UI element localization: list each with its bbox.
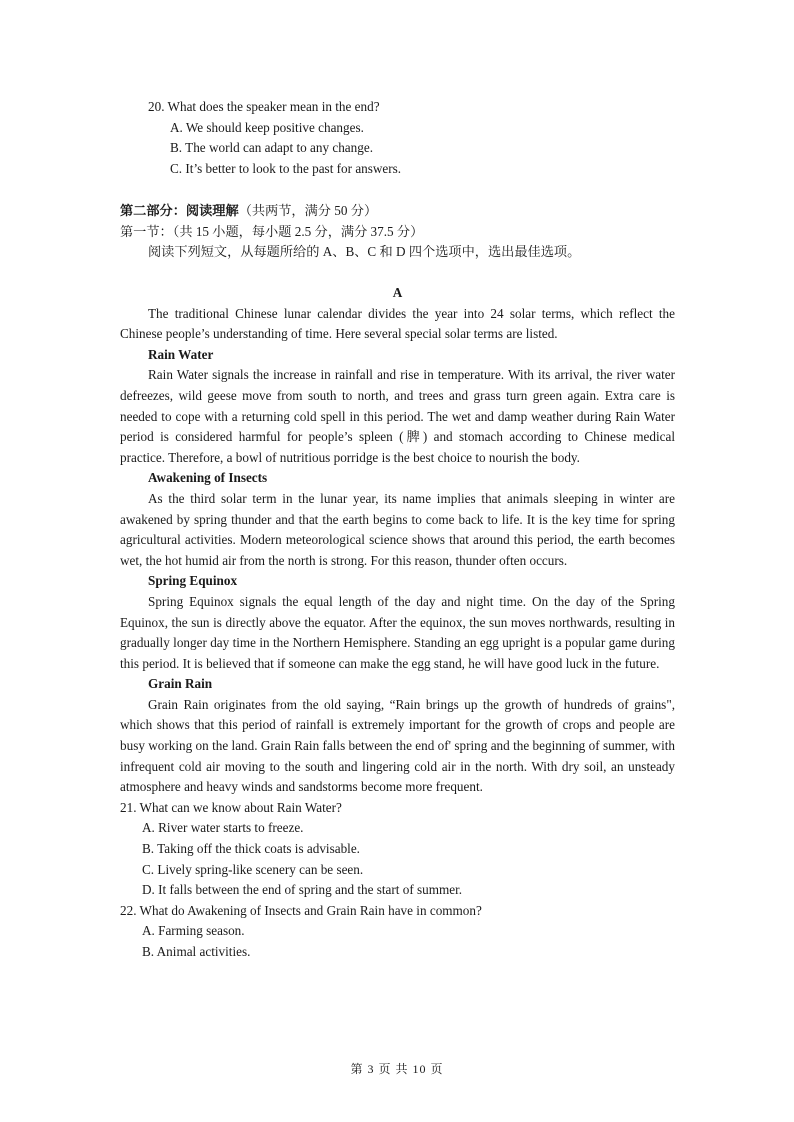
question-22: [120, 901, 675, 963]
question-21: [120, 798, 675, 901]
part2-title-bold: 第二部分：阅读理解: [120, 203, 239, 218]
spring-equinox-section: [120, 592, 675, 674]
option-b: B. Taking off the thick coats is advisable.: [142, 841, 360, 857]
passage-a: [120, 283, 675, 963]
grain-rain-paragraph: Grain Rain originates from the old saying, “Rain brings up the growth of hundreds of grains", which shows that this period of rainfall is extremely important for the growth of crops and people are busy working on the land. Grain Rain falls between the end of' spring and the beginning of summer, with infrequent cold air moving to the south and lingering cold air in the north. With dry soil, an unsteady atmosphere and heavy winds and sandstorms become more frequent.: [120, 696, 675, 795]
option-d: D. It falls between the end of spring and the start of summer.: [142, 882, 463, 898]
question-stem: 22. What do Awakening of Insects and Grain Rain have in common?: [120, 902, 482, 918]
question-stem: 20. What does the speaker mean in the end?: [148, 99, 380, 114]
rain-water-paragraph: Rain Water signals the increase in rainfall and rise in temperature. With its arrival, the river water defreezes, wild geese move from south to north, and trees and grass turn green again. Extra care is needed to cope with a returning cold spell in this period. The wet and damp weather during Rain Water period is considered harmful for people’s spleen (脾) and stomach according to Chinese medical practice. Therefore, a bowl of nutritious porridge is the best choice to nourish the body.: [120, 367, 675, 465]
rain-water-section: [120, 365, 675, 468]
spring-equinox-paragraph: Spring Equinox signals the equal length of the day and night time. On the day of the Spring Equinox, the sun is directly above the equator. After the equinox, the sun moves northwards, resulting in gradually longer day time in the Northern Hemisphere. Standing an egg upright is a popular game during this period. It is believed that if someone can make the egg stand, he will have good luck in the future.: [120, 593, 675, 671]
awakening-section: [120, 489, 675, 571]
option-a: A. River water starts to freeze.: [142, 820, 304, 836]
option-b: B. Animal activities.: [142, 944, 251, 959]
option-c: C. Lively spring-like scenery can be seen.: [142, 861, 364, 877]
question-stem: 21. What can we know about Rain Water?: [120, 799, 342, 815]
option-c: C. It’s better to look to the past for answers.: [170, 160, 402, 176]
option-a: A. We should keep positive changes.: [170, 119, 364, 135]
part2-title-rest: （共两节，满分 50 分）: [238, 203, 378, 218]
section1-title: 第一节：（共 15 小题，每小题 2.5 分，满分 37.5 分）: [120, 223, 424, 239]
page-footer: 第 3 页 共 10 页: [350, 1062, 444, 1076]
awakening-paragraph: As the third solar term in the lunar year, its name implies that animals sleeping in winter are awakened by spring thunder and that the earth begins to come back to life. It is the key time for spring agricultural activities. Modern meteorological science shows that around this period, the earth becomes wet, the hot humid air from the north is strong. For this reason, thunder often occurs.: [120, 490, 675, 568]
intro-paragraph: The traditional Chinese lunar calendar divides the year into 24 solar terms, which reflect the Chinese people’s understanding of time. Here several special solar terms are listed.: [120, 305, 675, 342]
part2-header: [120, 201, 675, 263]
option-b: B. The world can adapt to any change.: [170, 140, 373, 156]
part2-title: [120, 201, 675, 222]
passage-intro: [120, 304, 675, 345]
heading-awakening-of-insects: Awakening of Insects: [148, 470, 268, 486]
question-20: [120, 97, 675, 179]
heading-spring-equinox: Spring Equinox: [148, 573, 238, 589]
passage-label: A: [392, 285, 403, 300]
heading-rain-water: Rain Water: [148, 346, 214, 362]
grain-rain-section: [120, 695, 675, 798]
instruction: 阅读下列短文，从每题所给的 A、B、C 和 D 四个选项中，选出最佳选项。: [148, 244, 581, 260]
heading-grain-rain: Grain Rain: [148, 676, 213, 692]
option-a: A. Farming season.: [142, 923, 245, 939]
